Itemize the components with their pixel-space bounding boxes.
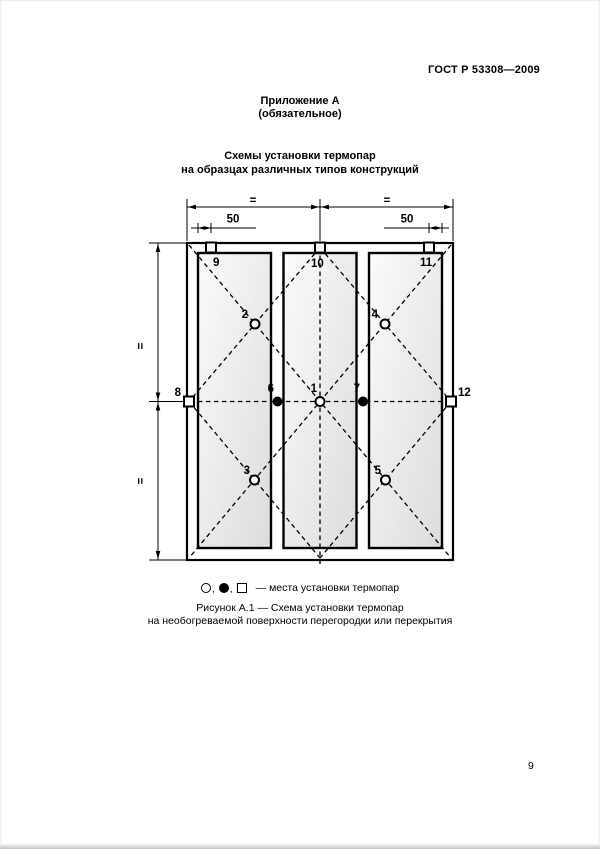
open-circle-icon	[201, 583, 211, 593]
point-label-3: 3	[243, 465, 250, 477]
equal-span-label-left: =	[249, 195, 257, 207]
side-dimension	[133, 243, 186, 560]
offset-dimension-right	[384, 214, 449, 234]
appendix-title: Приложение А	[260, 95, 340, 107]
equal-height-label-upper: =	[133, 342, 145, 350]
offset-label-left: 50	[226, 213, 240, 226]
point-label-12: 12	[458, 387, 471, 399]
standard-designation: ГОСТ Р 53308—2009	[428, 64, 540, 76]
point-label-11: 11	[420, 257, 433, 269]
point-label-9: 9	[213, 257, 220, 269]
appendix-heading	[0, 95, 600, 121]
point-label-10: 10	[311, 258, 324, 270]
legend-separator: ,	[211, 583, 215, 595]
title-line-2: на образцах различных типов конструкций	[181, 163, 419, 176]
point-label-6: 6	[267, 383, 274, 395]
page-number: 9	[528, 760, 534, 772]
title-line-1: Схемы установки термопар	[224, 150, 376, 162]
legend	[0, 581, 600, 595]
legend-separator: ,	[229, 583, 233, 595]
appendix-subtitle: (обязательное)	[258, 108, 342, 120]
legend-text: — места установки термопар	[255, 582, 400, 594]
point-label-1: 1	[310, 383, 317, 395]
filled-circle-icon	[219, 583, 229, 593]
figure-section-title	[0, 150, 600, 177]
point-label-4: 4	[371, 309, 378, 321]
caption-line-1: Рисунок А.1 — Схема установки термопар	[196, 602, 404, 614]
equal-height-label-lower: =	[133, 477, 145, 485]
point-label-2: 2	[241, 309, 248, 321]
point-label-8: 8	[174, 387, 181, 399]
thermocouple-layout-diagram	[120, 190, 490, 580]
figure-caption	[0, 602, 600, 628]
equal-span-label-right: =	[383, 195, 391, 207]
point-label-5: 5	[374, 465, 381, 477]
offset-dimension-left	[191, 214, 256, 234]
offset-label-right: 50	[400, 213, 414, 226]
point-label-7: 7	[353, 383, 360, 395]
caption-line-2: на необогреваемой поверхности перегородки или перекрытия	[147, 615, 453, 627]
open-square-icon	[237, 583, 247, 593]
